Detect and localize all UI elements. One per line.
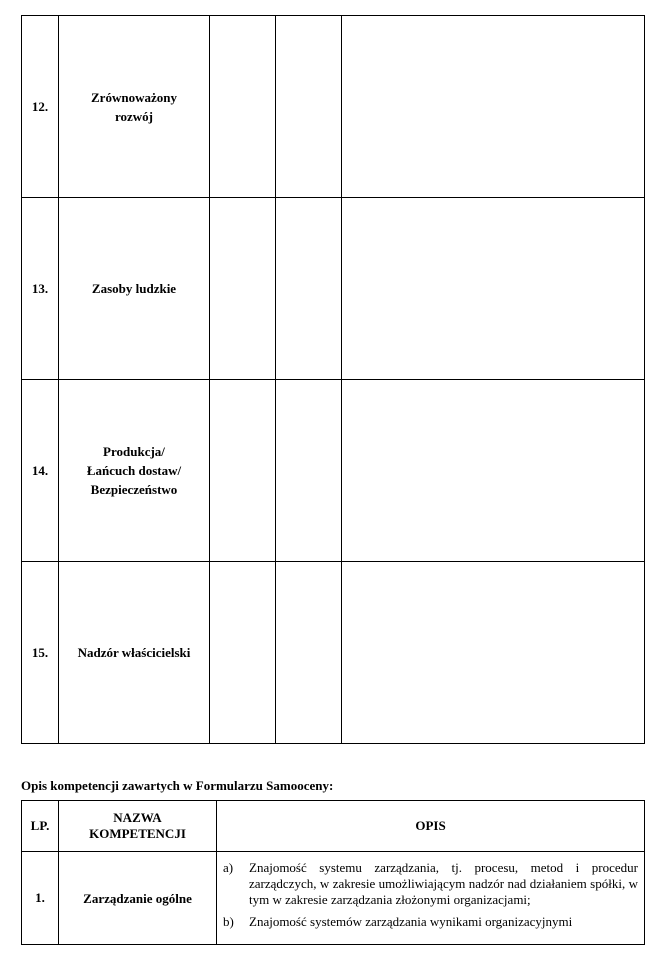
empty-cell [276, 380, 342, 562]
list-item [223, 860, 638, 908]
table-row [22, 562, 645, 744]
empty-cell [210, 380, 276, 562]
competency-name: Zasoby ludzkie [59, 198, 210, 380]
item-letter: a) [223, 860, 234, 875]
description-list [223, 860, 638, 930]
item-text: Znajomość systemu zarządzania, tj. procesu, metod i procedur zarządczych, w zakresie umożliwiającym nadzór nad działaniem spółki, w tym w zakresie zarządzania złożonymi organizacjami; [249, 860, 638, 907]
empty-cell [210, 198, 276, 380]
competency-description-table [21, 800, 645, 945]
table-row [22, 380, 645, 562]
row-number: 1. [22, 852, 59, 945]
competency-name: Nadzór właścicielski [59, 562, 210, 744]
empty-cell [342, 16, 645, 198]
row-number: 14. [22, 380, 59, 562]
empty-cell [276, 562, 342, 744]
empty-cell [342, 380, 645, 562]
list-item [223, 914, 638, 930]
table-row [22, 198, 645, 380]
item-letter: b) [223, 914, 234, 929]
competency-name: Produkcja/ Łańcuch dostaw/ Bezpieczeństwo [59, 380, 210, 562]
row-number: 15. [22, 562, 59, 744]
competency-name: Zrównoważony rozwój [59, 16, 210, 198]
competency-description [217, 852, 645, 945]
empty-cell [210, 16, 276, 198]
column-header-lp: LP. [22, 801, 59, 852]
header-row [22, 801, 645, 852]
table-row [22, 16, 645, 198]
row-number: 12. [22, 16, 59, 198]
competency-assessment-table [21, 15, 645, 744]
column-header-opis: OPIS [217, 801, 645, 852]
table-row [22, 852, 645, 945]
empty-cell [276, 16, 342, 198]
empty-cell [342, 562, 645, 744]
empty-cell [342, 198, 645, 380]
competency-name: Zarządzanie ogólne [59, 852, 217, 945]
row-number: 13. [22, 198, 59, 380]
section-title: Opis kompetencji zawartych w Formularzu Samooceny: [21, 778, 334, 793]
item-text: Znajomość systemów zarządzania wynikami organizacyjnymi [249, 914, 573, 929]
column-header-name: NAZWA KOMPETENCJI [59, 801, 217, 852]
empty-cell [276, 198, 342, 380]
empty-cell [210, 562, 276, 744]
